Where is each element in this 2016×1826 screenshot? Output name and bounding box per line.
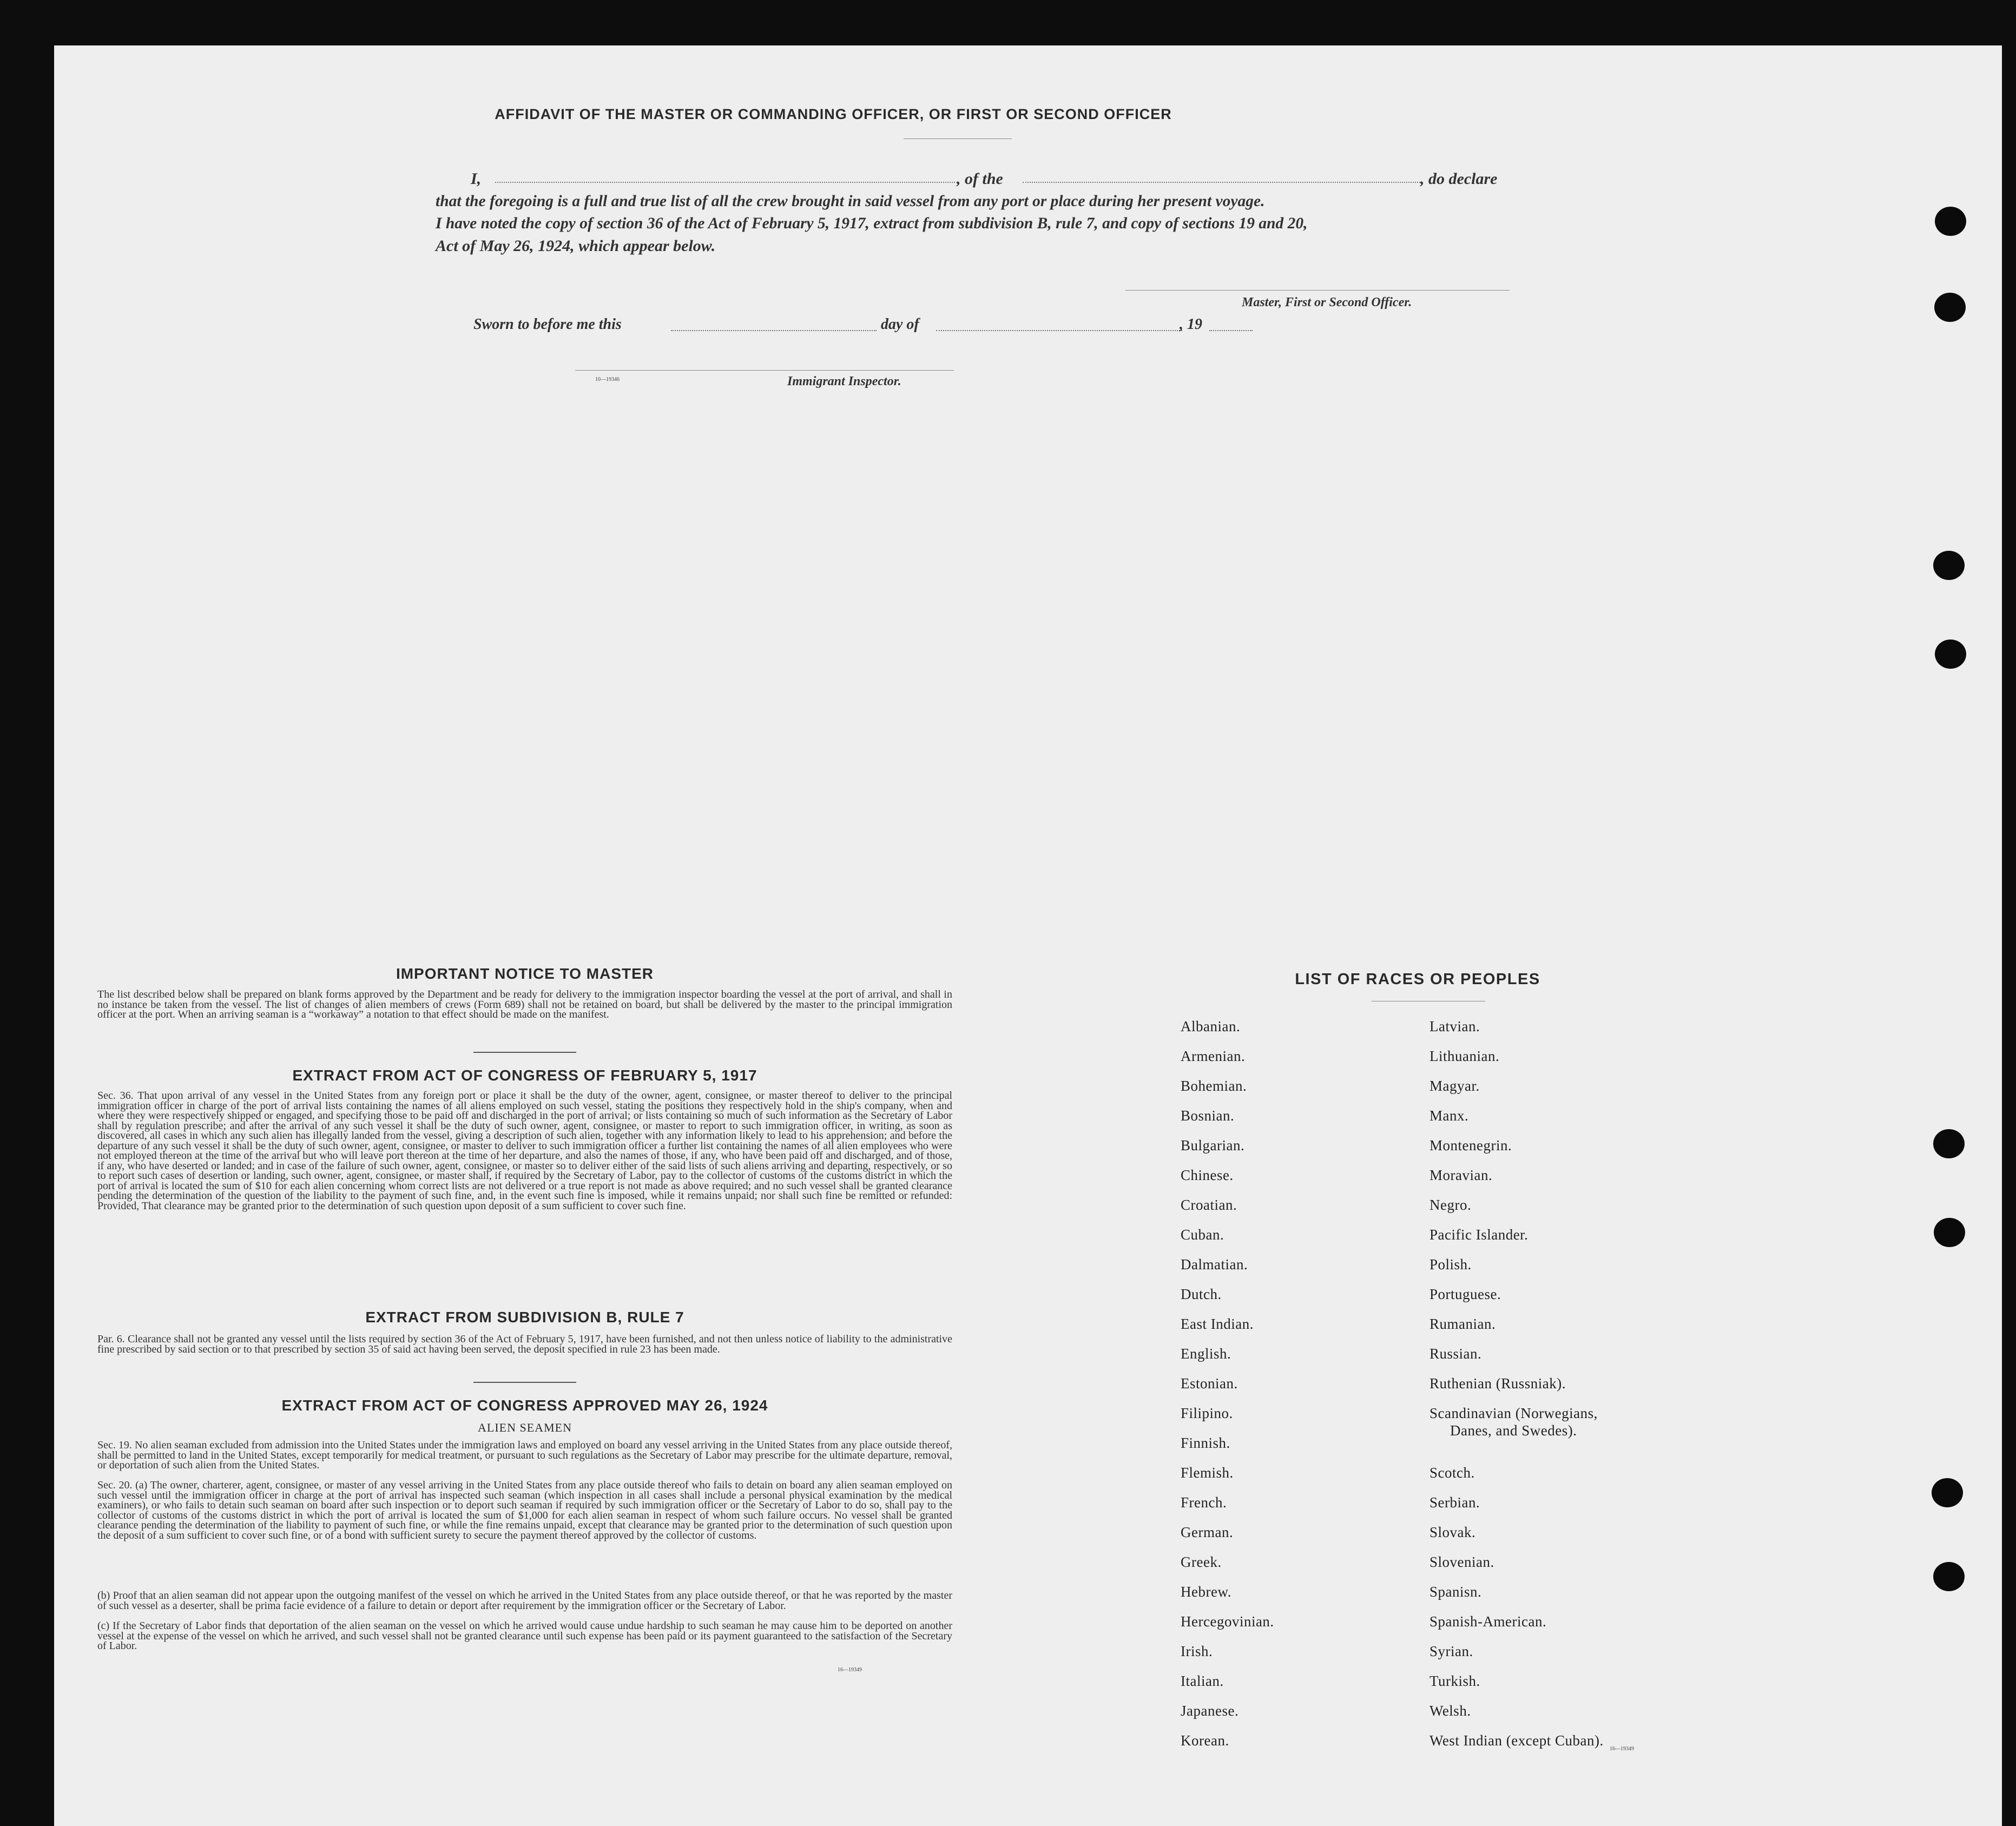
- race-item: Irish.: [1181, 1643, 1213, 1659]
- race-item: Scotch.: [1429, 1465, 1475, 1481]
- race-item: Chinese.: [1181, 1167, 1234, 1183]
- rule-7-body: Par. 6. Clearance shall not be granted any vessel until the lists required by section 36 of the Act of February 5, 1917, have been furnished, and not then unless notice of liability to the administrative fine prescribed by said section or to that prescribed by section 35 of said act having been served, the deposit specified in rule 23 has been made.: [97, 1333, 952, 1355]
- punch-hole: [1933, 551, 1965, 580]
- race-item: Turkish.: [1429, 1673, 1480, 1689]
- race-item: Magyar.: [1429, 1078, 1480, 1094]
- year-label: , 19: [1180, 316, 1202, 333]
- do-declare-label: , do declare: [1420, 170, 1498, 188]
- extract-1924-title: EXTRACT FROM ACT OF CONGRESS APPROVED MAY 26, 1924: [281, 1397, 768, 1414]
- sworn-month-field[interactable]: [936, 330, 1182, 331]
- race-item: Korean.: [1181, 1732, 1229, 1749]
- race-item: Finnish.: [1181, 1435, 1230, 1451]
- sworn-day-field[interactable]: [671, 330, 877, 331]
- declaration-line-3: I have noted the copy of section 36 of the Act of February 5, 1917, extract from subdivision B, rule 7, and copy of sections 19 and 20,: [436, 215, 1308, 232]
- declarant-prefix: I,: [471, 170, 482, 188]
- races-title: LIST OF RACES OR PEOPLES: [1295, 971, 1540, 988]
- race-item: Hercegovinian.: [1181, 1613, 1274, 1630]
- declaration-line-4: Act of May 26, 1924, which appear below.: [436, 237, 716, 255]
- day-of-label: day of: [881, 316, 919, 333]
- race-item: English.: [1181, 1346, 1231, 1362]
- race-item: Bosnian.: [1181, 1108, 1235, 1124]
- race-item: Greek.: [1181, 1554, 1222, 1570]
- declarant-name-field[interactable]: [495, 182, 955, 183]
- race-item: French.: [1181, 1494, 1227, 1511]
- race-item: Rumanian.: [1429, 1316, 1496, 1332]
- races-form-code: 16—19349: [1610, 1746, 1634, 1752]
- race-item: Polish.: [1429, 1256, 1472, 1273]
- race-item: German.: [1181, 1524, 1234, 1540]
- race-item: Negro.: [1429, 1197, 1472, 1213]
- race-item: Spanish-American.: [1429, 1613, 1547, 1630]
- race-item: Italian.: [1181, 1673, 1224, 1689]
- rule-7-title: EXTRACT FROM SUBDIVISION B, RULE 7: [365, 1309, 684, 1326]
- race-item: Slovak.: [1429, 1524, 1476, 1540]
- affidavit-form-code: 10—19346: [595, 377, 620, 383]
- race-item: Bohemian.: [1181, 1078, 1247, 1094]
- race-item: Ruthenian (Russniak).: [1429, 1375, 1566, 1392]
- punch-hole: [1932, 1478, 1963, 1507]
- race-item: Syrian.: [1429, 1643, 1473, 1659]
- race-item: Montenegrin.: [1429, 1137, 1512, 1153]
- race-item: Slovenian.: [1429, 1554, 1494, 1570]
- section-20c-text: (c) If the Secretary of Labor finds that deportation of the alien seaman on the vessel on which he arrived would cause undue hardship to such seaman he may cause him to be deported on another vessel at the expense of the vessel on which he arrived, and such vessel shall not be granted clearance until such expense has been paid or its payment guaranteed to the satisfaction of the Secretary of Labor.: [97, 1620, 952, 1652]
- punch-hole: [1933, 1129, 1965, 1158]
- race-item: Croatian.: [1181, 1197, 1237, 1213]
- race-item: Manx.: [1429, 1108, 1469, 1124]
- race-item: Dalmatian.: [1181, 1256, 1248, 1273]
- signer-label: Master, First or Second Officer.: [1242, 295, 1412, 309]
- declaration-line-2: that the foregoing is a full and true list of all the crew brought in said vessel from any port or place during her present voyage.: [436, 193, 1265, 210]
- race-item: Scandinavian (Norwegians,: [1429, 1405, 1598, 1421]
- race-item: Albanian.: [1181, 1018, 1241, 1034]
- race-item: Armenian.: [1181, 1048, 1246, 1064]
- race-item: Hebrew.: [1181, 1584, 1231, 1600]
- form-page: [54, 45, 2002, 1826]
- race-item: Filipino.: [1181, 1405, 1233, 1421]
- extract-1917-title: EXTRACT FROM ACT OF CONGRESS OF FEBRUARY 5, 1917: [292, 1067, 757, 1084]
- race-item: Spanisn.: [1429, 1584, 1482, 1600]
- inspector-label: Immigrant Inspector.: [787, 374, 901, 388]
- section-20b-text: (b) Proof that an alien seaman did not appear upon the outgoing manifest of the vessel on which he arrived in the United States from any place outside thereof, or that he was reported by the master of such vessel as a deserter, shall be prima facie evidence of a failure to detain or deport after requirement by the immigration officer or the Secretary of Labor.: [97, 1590, 952, 1612]
- vessel-name-field[interactable]: [1023, 182, 1420, 183]
- race-item: Latvian.: [1429, 1018, 1480, 1034]
- race-item: Bulgarian.: [1181, 1137, 1245, 1153]
- race-item: Cuban.: [1181, 1227, 1224, 1243]
- race-item: Serbian.: [1429, 1494, 1480, 1511]
- punch-hole: [1934, 293, 1966, 322]
- affidavit-title: AFFIDAVIT OF THE MASTER OR COMMANDING OFFICER, OR FIRST OR SECOND OFFICER: [495, 106, 1172, 122]
- alien-seamen-subtitle: ALIEN SEAMEN: [478, 1421, 572, 1434]
- race-item: Estonian.: [1181, 1375, 1238, 1392]
- race-item: Danes, and Swedes).: [1450, 1422, 1577, 1439]
- section-20a-text: Sec. 20. (a) The owner, charterer, agent, consignee, or master of any vessel arriving in the United States from any place outside thereof who fails to detain on board any alien seaman employed on such vessel until the immigration officer in charge at the port of arrival has inspected such seaman (which inspection in all cases shall include a personal physical examination by the medical examiners), or who fails to detain such seaman on board after such inspection or to deport such seaman if required by such immigration officer or the Secretary of Labor to do so, shall pay to the collector of customs of the customs district in which the port of arrival is located the sum of $1,000 for each alien seaman in respect of whom such failure occurs. No vessel shall be granted clearance pending the determination of the liability to payment of such fine, or while the fine remains unpaid, except that clearance may be granted prior to the determination of such question upon the deposit of a sum sufficient to cover such fine, or of a bond with sufficient surety to secure the payment thereof approved by the collector of customs.: [97, 1479, 952, 1541]
- race-item: Moravian.: [1429, 1167, 1493, 1183]
- race-item: West Indian (except Cuban).: [1429, 1732, 1604, 1749]
- punch-hole: [1934, 1218, 1965, 1247]
- of-the-label: , of the: [957, 170, 1003, 188]
- race-item: Russian.: [1429, 1346, 1482, 1362]
- race-item: Flemish.: [1181, 1465, 1234, 1481]
- race-item: Lithuanian.: [1429, 1048, 1500, 1064]
- divider: [473, 1382, 576, 1383]
- divider: [473, 1052, 576, 1053]
- notice-title: IMPORTANT NOTICE TO MASTER: [396, 965, 654, 982]
- race-item: Welsh.: [1429, 1703, 1471, 1719]
- race-item: Pacific Islander.: [1429, 1227, 1529, 1243]
- punch-hole: [1935, 207, 1966, 236]
- notice-form-code: 16—19349: [838, 1667, 862, 1673]
- inspector-signature-line[interactable]: [575, 370, 954, 371]
- race-item: Dutch.: [1181, 1286, 1222, 1302]
- extract-1917-body: Sec. 36. That upon arrival of any vessel in the United States from any foreign port or place it shall be the duty of the owner, agent, consignee, or master thereof to deliver to the principal immigration officer in charge of the port of arrival lists containing the names of all aliens employed on such vessel, stating the positions they respectively hold in the ship's company, when and where they were respectively shipped or engaged, and specifying those to be paid off and discharged in the port of arrival; or lists containing so much of such information as the Secretary of Labor shall by regulation prescribe; and after the arrival of any such vessel it shall be the duty of such owner, agent, consignee, or master to report to such immigration officer, in writing, as soon as discovered, all cases in which any such alien has illegally landed from the vessel, giving a description of such alien, together with any information likely to lead to his apprehension; and before the departure of any such vessel it shall be the duty of such owner, agent, consignee, or master to deliver to such immigration officer a further list containing the names of all alien employees who were not employed thereon at the time of the arrival but who will leave port thereon at the time of her departure, and also the names of those, if any, who have been paid off and discharged, and of those, if any, who have deserted or landed; and in case of the failure of such owner, agent, consignee, or master so to deliver either of the said lists of such aliens arriving and departing, respectively, or so to report such cases of desertion or landing, such owner, agent, consignee, or master shall, if required by the Secretary of Labor, pay to the collector of customs of the customs district in which the port of arrival is located the sum of $10 for each alien concerning whom correct lists are not delivered or a true report is not made as above required; and no such vessel shall be granted clearance pending the determination of the question of the liability to the payment of such fine, and, in the event such fine is imposed, while it remains unpaid; nor shall such fine be remitted or refunded: Provided, That clearance may be granted prior to the determination of such question upon deposit of a sum sufficient to cover such fine.: [97, 1090, 952, 1212]
- race-item: Japanese.: [1181, 1703, 1239, 1719]
- race-item: Portuguese.: [1429, 1286, 1501, 1302]
- notice-body: The list described below shall be prepared on blank forms approved by the Department and be ready for delivery to the immigration inspector boarding the vessel at the port of arrival, and shall in no instance be taken from the vessel. The list of changes of alien members of crews (Form 689) shall not be retained on board, but shall be delivered by the master to the principal immigration officer at the port. When an arriving seaman is a “workaway” a notation to that effect should be made on the manifest.: [97, 988, 952, 1020]
- punch-hole: [1935, 640, 1966, 669]
- punch-hole: [1933, 1562, 1965, 1591]
- signature-line[interactable]: [1125, 290, 1510, 291]
- section-19-text: Sec. 19. No alien seaman excluded from admission into the United States under the immigration laws and employed on board any vessel arriving in the United States from any place outside thereof, shall be permitted to land in the United States, except temporarily for medical treatment, or pursuant to such regulations as the Secretary of Labor may prescribe for the ultimate departure, removal, or deportation of such alien from the United States.: [97, 1439, 952, 1471]
- sworn-year-field[interactable]: [1209, 330, 1253, 331]
- sworn-label: Sworn to before me this: [473, 316, 622, 333]
- race-item: East Indian.: [1181, 1316, 1254, 1332]
